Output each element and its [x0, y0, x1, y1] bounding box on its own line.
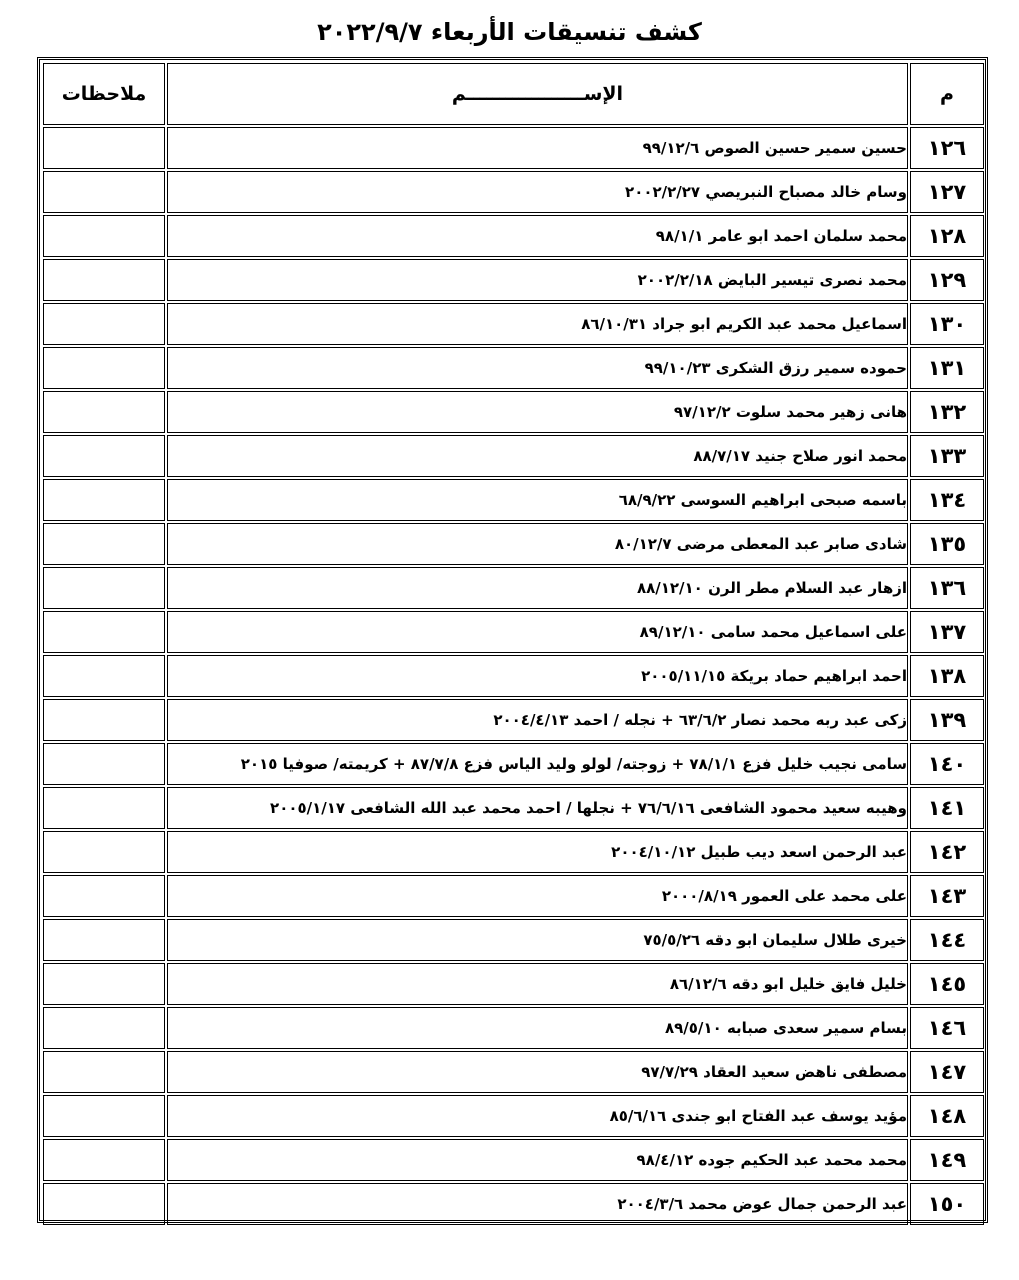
row-name: زكى عبد ربه محمد نصار ٦٣/٦/٢ + نجله / احمد ٢٠٠٤/٤/١٣: [167, 699, 908, 741]
row-number: ١٤٢: [910, 831, 984, 873]
row-number: ١٣٨: [910, 655, 984, 697]
row-name: على اسماعيل محمد سامى ٨٩/١٢/١٠: [167, 611, 908, 653]
row-number: ١٤٥: [910, 963, 984, 1005]
table-row: [43, 655, 984, 697]
row-notes: [43, 1095, 165, 1137]
table-row: [43, 611, 984, 653]
roster-body: [43, 127, 984, 1225]
table-row: [43, 479, 984, 521]
row-name: عبد الرحمن اسعد ديب طبيل ٢٠٠٤/١٠/١٢: [167, 831, 908, 873]
table-row: [43, 831, 984, 873]
table-row: [43, 567, 984, 609]
row-number: ١٥٠: [910, 1183, 984, 1225]
row-notes: [43, 963, 165, 1005]
row-number: ١٣٠: [910, 303, 984, 345]
row-number: ١٢٩: [910, 259, 984, 301]
row-number: ١٣٣: [910, 435, 984, 477]
row-number: ١٢٨: [910, 215, 984, 257]
row-notes: [43, 831, 165, 873]
row-number: ١٣٥: [910, 523, 984, 565]
row-name: وهيبه سعيد محمود الشافعى ٧٦/٦/١٦ + نجلها / احمد محمد عبد الله الشافعى ٢٠٠٥/١/١٧: [167, 787, 908, 829]
row-notes: [43, 1051, 165, 1093]
table-row: [43, 435, 984, 477]
row-number: ١٣٢: [910, 391, 984, 433]
table-row: [43, 699, 984, 741]
table-row: [43, 259, 984, 301]
row-notes: [43, 391, 165, 433]
row-notes: [43, 1139, 165, 1181]
row-notes: [43, 787, 165, 829]
row-number: ١٣٤: [910, 479, 984, 521]
row-name: وسام خالد مصباح النبريصي ٢٠٠٢/٢/٢٧: [167, 171, 908, 213]
table-row: [43, 391, 984, 433]
row-number: ١٤٧: [910, 1051, 984, 1093]
row-number: ١٤٨: [910, 1095, 984, 1137]
column-header-number: م: [910, 63, 984, 125]
row-name: بسام سمير سعدى صبابه ٨٩/٥/١٠: [167, 1007, 908, 1049]
row-name: حسين سمير حسين الصوص ٩٩/١٢/٦: [167, 127, 908, 169]
row-notes: [43, 919, 165, 961]
row-number: ١٣٦: [910, 567, 984, 609]
row-notes: [43, 303, 165, 345]
row-number: ١٢٧: [910, 171, 984, 213]
table-row: [43, 743, 984, 785]
row-notes: [43, 567, 165, 609]
row-notes: [43, 523, 165, 565]
row-number: ١٣٩: [910, 699, 984, 741]
table-row: [43, 127, 984, 169]
row-name: عبد الرحمن جمال عوض محمد ٢٠٠٤/٣/٦: [167, 1183, 908, 1225]
row-notes: [43, 875, 165, 917]
row-name: خيرى طلال سليمان ابو دقه ٧٥/٥/٢٦: [167, 919, 908, 961]
table-row: [43, 875, 984, 917]
roster-table: [41, 61, 986, 1227]
header-row: [43, 63, 984, 125]
table-row: [43, 1051, 984, 1093]
row-name: احمد ابراهيم حماد بريكة ٢٠٠٥/١١/١٥: [167, 655, 908, 697]
table-row: [43, 347, 984, 389]
row-notes: [43, 259, 165, 301]
row-notes: [43, 1183, 165, 1225]
table-row: [43, 1139, 984, 1181]
row-name: على محمد على العمور ٢٠٠٠/٨/١٩: [167, 875, 908, 917]
table-row: [43, 963, 984, 1005]
row-notes: [43, 347, 165, 389]
row-notes: [43, 611, 165, 653]
row-number: ١٤٦: [910, 1007, 984, 1049]
row-name: حموده سمير رزق الشكرى ٩٩/١٠/٢٣: [167, 347, 908, 389]
row-name: خليل فايق خليل ابو دقه ٨٦/١٢/٦: [167, 963, 908, 1005]
table-row: [43, 215, 984, 257]
row-number: ١٣٧: [910, 611, 984, 653]
row-name: سامى نجيب خليل فزع ٧٨/١/١ + زوجته/ لولو وليد الياس فزع ٨٧/٧/٨ + كريمته/ صوفيا ٢٠١٥: [167, 743, 908, 785]
row-name: هانى زهير محمد سلوت ٩٧/١٢/٢: [167, 391, 908, 433]
row-name: مصطفى ناهض سعيد العقاد ٩٧/٧/٢٩: [167, 1051, 908, 1093]
row-name: باسمه صبحى ابراهيم السوسى ٦٨/٩/٢٢: [167, 479, 908, 521]
row-notes: [43, 435, 165, 477]
row-number: ١٤٩: [910, 1139, 984, 1181]
row-name: محمد محمد عبد الحكيم جوده ٩٨/٤/١٢: [167, 1139, 908, 1181]
table-row: [43, 1183, 984, 1225]
row-name: شادى صابر عبد المعطى مرضى ٨٠/١٢/٧: [167, 523, 908, 565]
row-notes: [43, 127, 165, 169]
row-notes: [43, 215, 165, 257]
column-header-notes: ملاحظات: [43, 63, 165, 125]
row-number: ١٤٠: [910, 743, 984, 785]
row-name: محمد نصرى تيسير البايض ٢٠٠٢/٢/١٨: [167, 259, 908, 301]
page-title: كشف تنسيقات الأربعاء ٢٠٢٢/٩/٧: [317, 18, 702, 46]
row-name: محمد انور صلاح جنيد ٨٨/٧/١٧: [167, 435, 908, 477]
row-name: مؤيد يوسف عبد الفتاح ابو جندى ٨٥/٦/١٦: [167, 1095, 908, 1137]
row-notes: [43, 1007, 165, 1049]
row-notes: [43, 699, 165, 741]
table-row: [43, 1007, 984, 1049]
row-name: ازهار عبد السلام مطر الرن ٨٨/١٢/١٠: [167, 567, 908, 609]
row-name: اسماعيل محمد عبد الكريم ابو جراد ٨٦/١٠/٣١: [167, 303, 908, 345]
row-number: ١٤١: [910, 787, 984, 829]
roster-sheet: [37, 57, 988, 1223]
table-row: [43, 303, 984, 345]
row-number: ١٤٣: [910, 875, 984, 917]
table-row: [43, 1095, 984, 1137]
column-header-name: الإســــــــــــــــــم: [167, 63, 908, 125]
row-notes: [43, 655, 165, 697]
row-number: ١٢٦: [910, 127, 984, 169]
table-row: [43, 523, 984, 565]
row-notes: [43, 171, 165, 213]
row-name: محمد سلمان احمد ابو عامر ٩٨/١/١: [167, 215, 908, 257]
row-number: ١٤٤: [910, 919, 984, 961]
table-row: [43, 171, 984, 213]
row-notes: [43, 479, 165, 521]
row-notes: [43, 743, 165, 785]
table-row: [43, 787, 984, 829]
row-number: ١٣١: [910, 347, 984, 389]
table-row: [43, 919, 984, 961]
